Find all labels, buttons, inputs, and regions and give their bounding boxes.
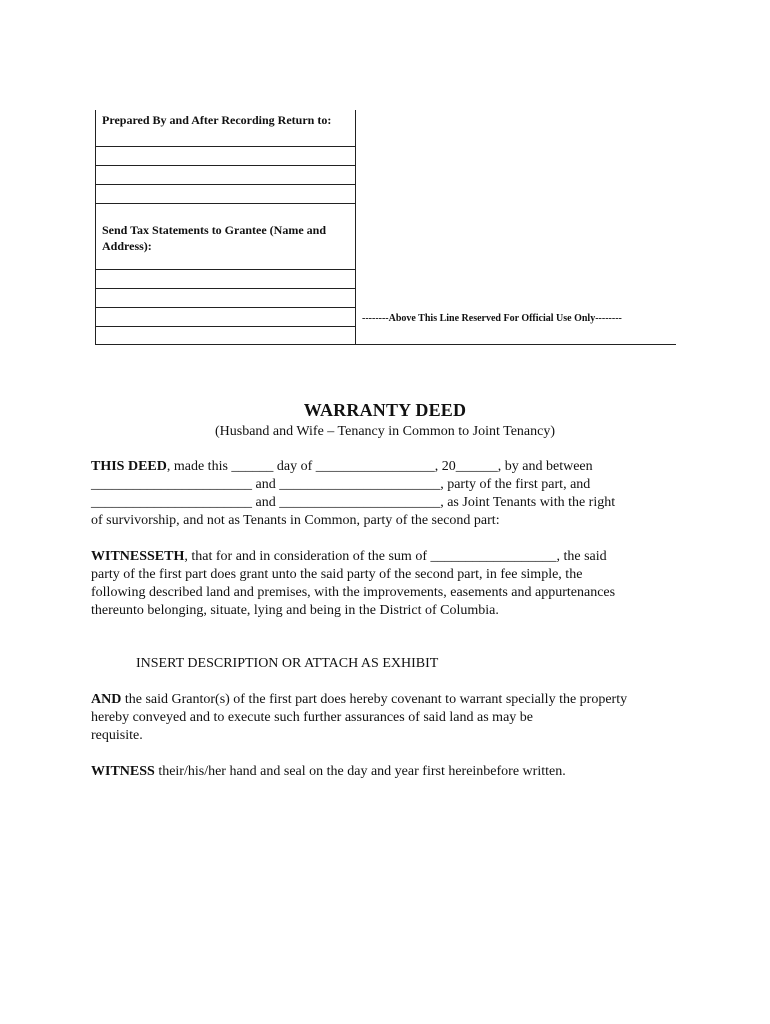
grantee-line-1[interactable] [96, 269, 355, 270]
tax-statements-label-line-1: Send Tax Statements to Grantee (Name and [102, 223, 326, 237]
covenant-text-1: the said Grantor(s) of the first part does hereby covenant to warrant specially the property [121, 692, 628, 707]
covenant-lead: AND [91, 692, 122, 707]
return-to-line-1[interactable] [96, 146, 355, 147]
grantee-line-2[interactable] [96, 288, 355, 289]
grantee-line-3[interactable] [96, 307, 355, 308]
covenant-paragraph-line-3: requisite. [91, 728, 143, 743]
tax-statements-label-line-2: Address): [102, 239, 152, 253]
box-bottom-line [95, 344, 354, 345]
witnesseth-text-1: , that for and in consideration of the sum of __________________, the said [184, 549, 607, 564]
deed-paragraph-line-3: _______________________ and _______________________, as Joint Tenants with the right [91, 495, 616, 510]
official-use-divider [354, 344, 676, 345]
official-use-notice: --------Above This Line Reserved For Official Use Only-------- [362, 313, 622, 324]
witness-lead: WITNESS [91, 764, 155, 779]
witnesseth-paragraph-line-1 [91, 548, 607, 566]
grantee-line-4[interactable] [96, 326, 355, 327]
insert-description-text: INSERT DESCRIPTION OR ATTACH AS EXHIBIT [136, 656, 439, 671]
deed-lead: THIS DEED [91, 459, 167, 474]
covenant-paragraph-line-2: hereby conveyed and to execute such further assurances of said land as may be [91, 710, 533, 725]
witnesseth-paragraph-line-4: thereunto belonging, situate, lying and being in the District of Columbia. [91, 603, 499, 618]
witness-text-1: their/his/her hand and seal on the day and year first hereinbefore written. [154, 764, 566, 779]
witnesseth-paragraph-line-3: following described land and premises, with the improvements, easements and appurtenances [91, 585, 616, 600]
prepared-by-label: Prepared By and After Recording Return to: [102, 113, 332, 127]
deed-paragraph-line-4: of survivorship, and not as Tenants in Common, party of the second part: [91, 513, 500, 528]
covenant-paragraph-line-1 [91, 691, 627, 709]
return-to-line-3[interactable] [96, 184, 355, 185]
deed-paragraph-line-2: _______________________ and _______________________, party of the first part, and [91, 477, 591, 492]
recording-info-box [95, 110, 356, 344]
deed-paragraph-line-1 [91, 458, 593, 476]
return-to-line-4[interactable] [96, 203, 355, 204]
deed-text-1: , made this ______ day of _________________, 20______, by and between [166, 459, 593, 474]
return-to-line-2[interactable] [96, 165, 355, 166]
witnesseth-paragraph-line-2: party of the first part does grant unto the said party of the second part, in fee simple, the [91, 567, 583, 582]
document-subtitle: (Husband and Wife – Tenancy in Common to Joint Tenancy) [214, 424, 556, 439]
witness-paragraph-line-1 [91, 763, 566, 781]
witnesseth-lead: WITNESSETH [91, 549, 185, 564]
document-title: WARRANTY DEED [303, 400, 467, 420]
